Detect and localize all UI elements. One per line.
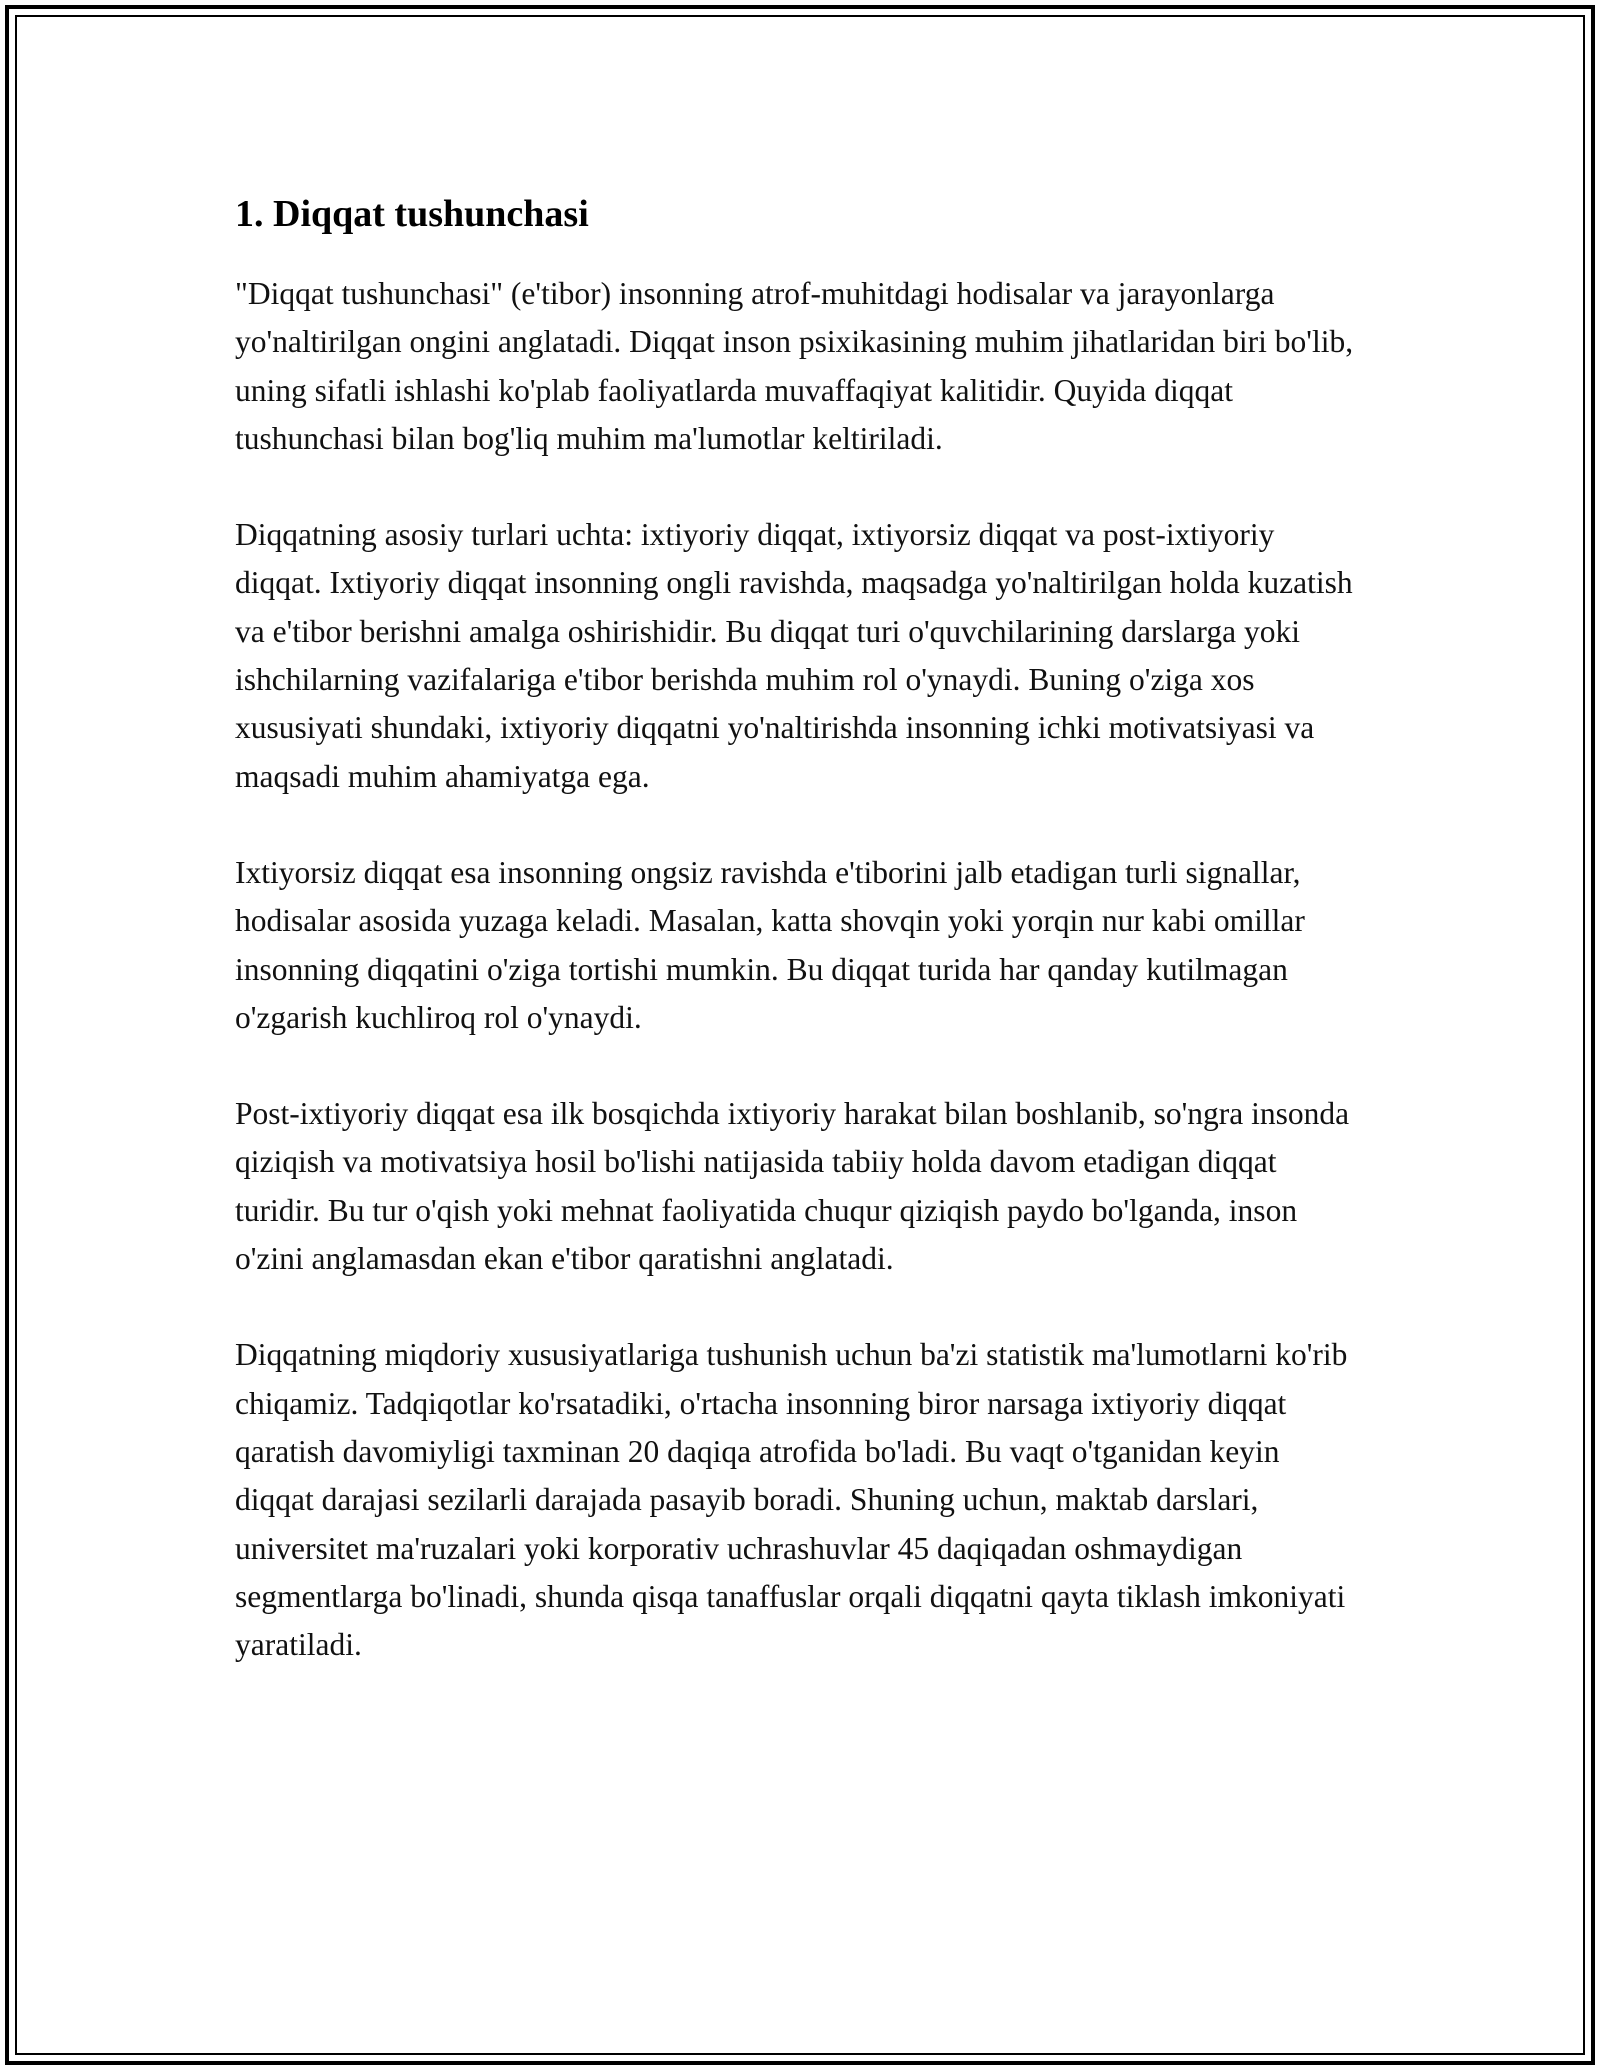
paragraph-types: Diqqatning asosiy turlari uchta: ixtiyoriy diqqat, ixtiyorsiz diqqat va post-ixtiyoriy diqqat. Ixtiyoriy diqqat insonning ongli ravishda, maqsadga yo'naltirilgan holda kuzatish va e'tibor berishni amalga oshirishidir. Bu diqqat turi o'quvchilarining darslarga yoki ishchilarning vazifalariga e'tibor berishda muhim rol o'ynaydi. Buning o'ziga xos xususiyati shundaki, ixtiyoriy diqqatni yo'naltirishda insonning ichki motivatsiyasi va maqsadi muhim ahamiyatga ega. <box>235 517 1353 794</box>
paragraph-post-voluntary: Post-ixtiyoriy diqqat esa ilk bosqichda ixtiyoriy harakat bilan boshlanib, so'ngra insonda qiziqish va motivatsiya hosil bo'lishi natijasida tabiiy holda davom etadigan diqqat turidir. Bu tur o'qish yoki mehnat faoliyatida chuqur qiziqish paydo bo'lganda, inson o'zini anglamasdan ekan e'tibor qaratishni anglatadi. <box>235 1096 1350 1277</box>
paragraph-involuntary: Ixtiyorsiz diqqat esa insonning ongsiz ravishda e'tiborini jalb etadigan turli signallar, hodisalar asosida yuzaga keladi. Masalan, katta shovqin yoki yorqin nur kabi omillar insonning diqqatini o'ziga tortishi mumkin. Bu diqqat turida har qanday kutilmagan o'zgarish kuchliroq rol o'ynaydi. <box>235 854 1305 1035</box>
paragraph-statistics: Diqqatning miqdoriy xususiyatlariga tushunish uchun ba'zi statistik ma'lumotlarni ko'rib chiqamiz. Tadqiqotlar ko'rsatadiki, o'rtacha insonning biror narsaga ixtiyoriy diqqat qaratish davomiyligi taxminan 20 daqiqa atrofida bo'ladi. Bu vaqt o'tganidan keyin diqqat darajasi sezilarli darajada pasayib boradi. Shuning uchun, maktab darslari, universitet ma'ruzalari yoki korporativ uchrashuvlar 45 daqiqadan oshmaydigan segmentlarga bo'linadi, shunda qisqa tanaffuslar orqali diqqatni qayta tiklash imkoniyati yaratiladi. <box>235 1337 1348 1663</box>
document-body <box>235 186 1365 1669</box>
paragraph-definition: "Diqqat tushunchasi" (e'tibor) insonning atrof-muhitdagi hodisalar va jarayonlarga yo'naltirilgan ongini anglatadi. Diqqat inson psixikasining muhim jihatlaridan biri bo'lib, uning sifatli ishlashi ko'plab faoliyatlarda muvaffaqiyat kalitidir. Quyida diqqat tushunchasi bilan bog'liq muhim ma'lumotlar keltiriladi. <box>235 276 1354 456</box>
section-heading: 1. Diqqat tushunchasi <box>235 193 589 235</box>
